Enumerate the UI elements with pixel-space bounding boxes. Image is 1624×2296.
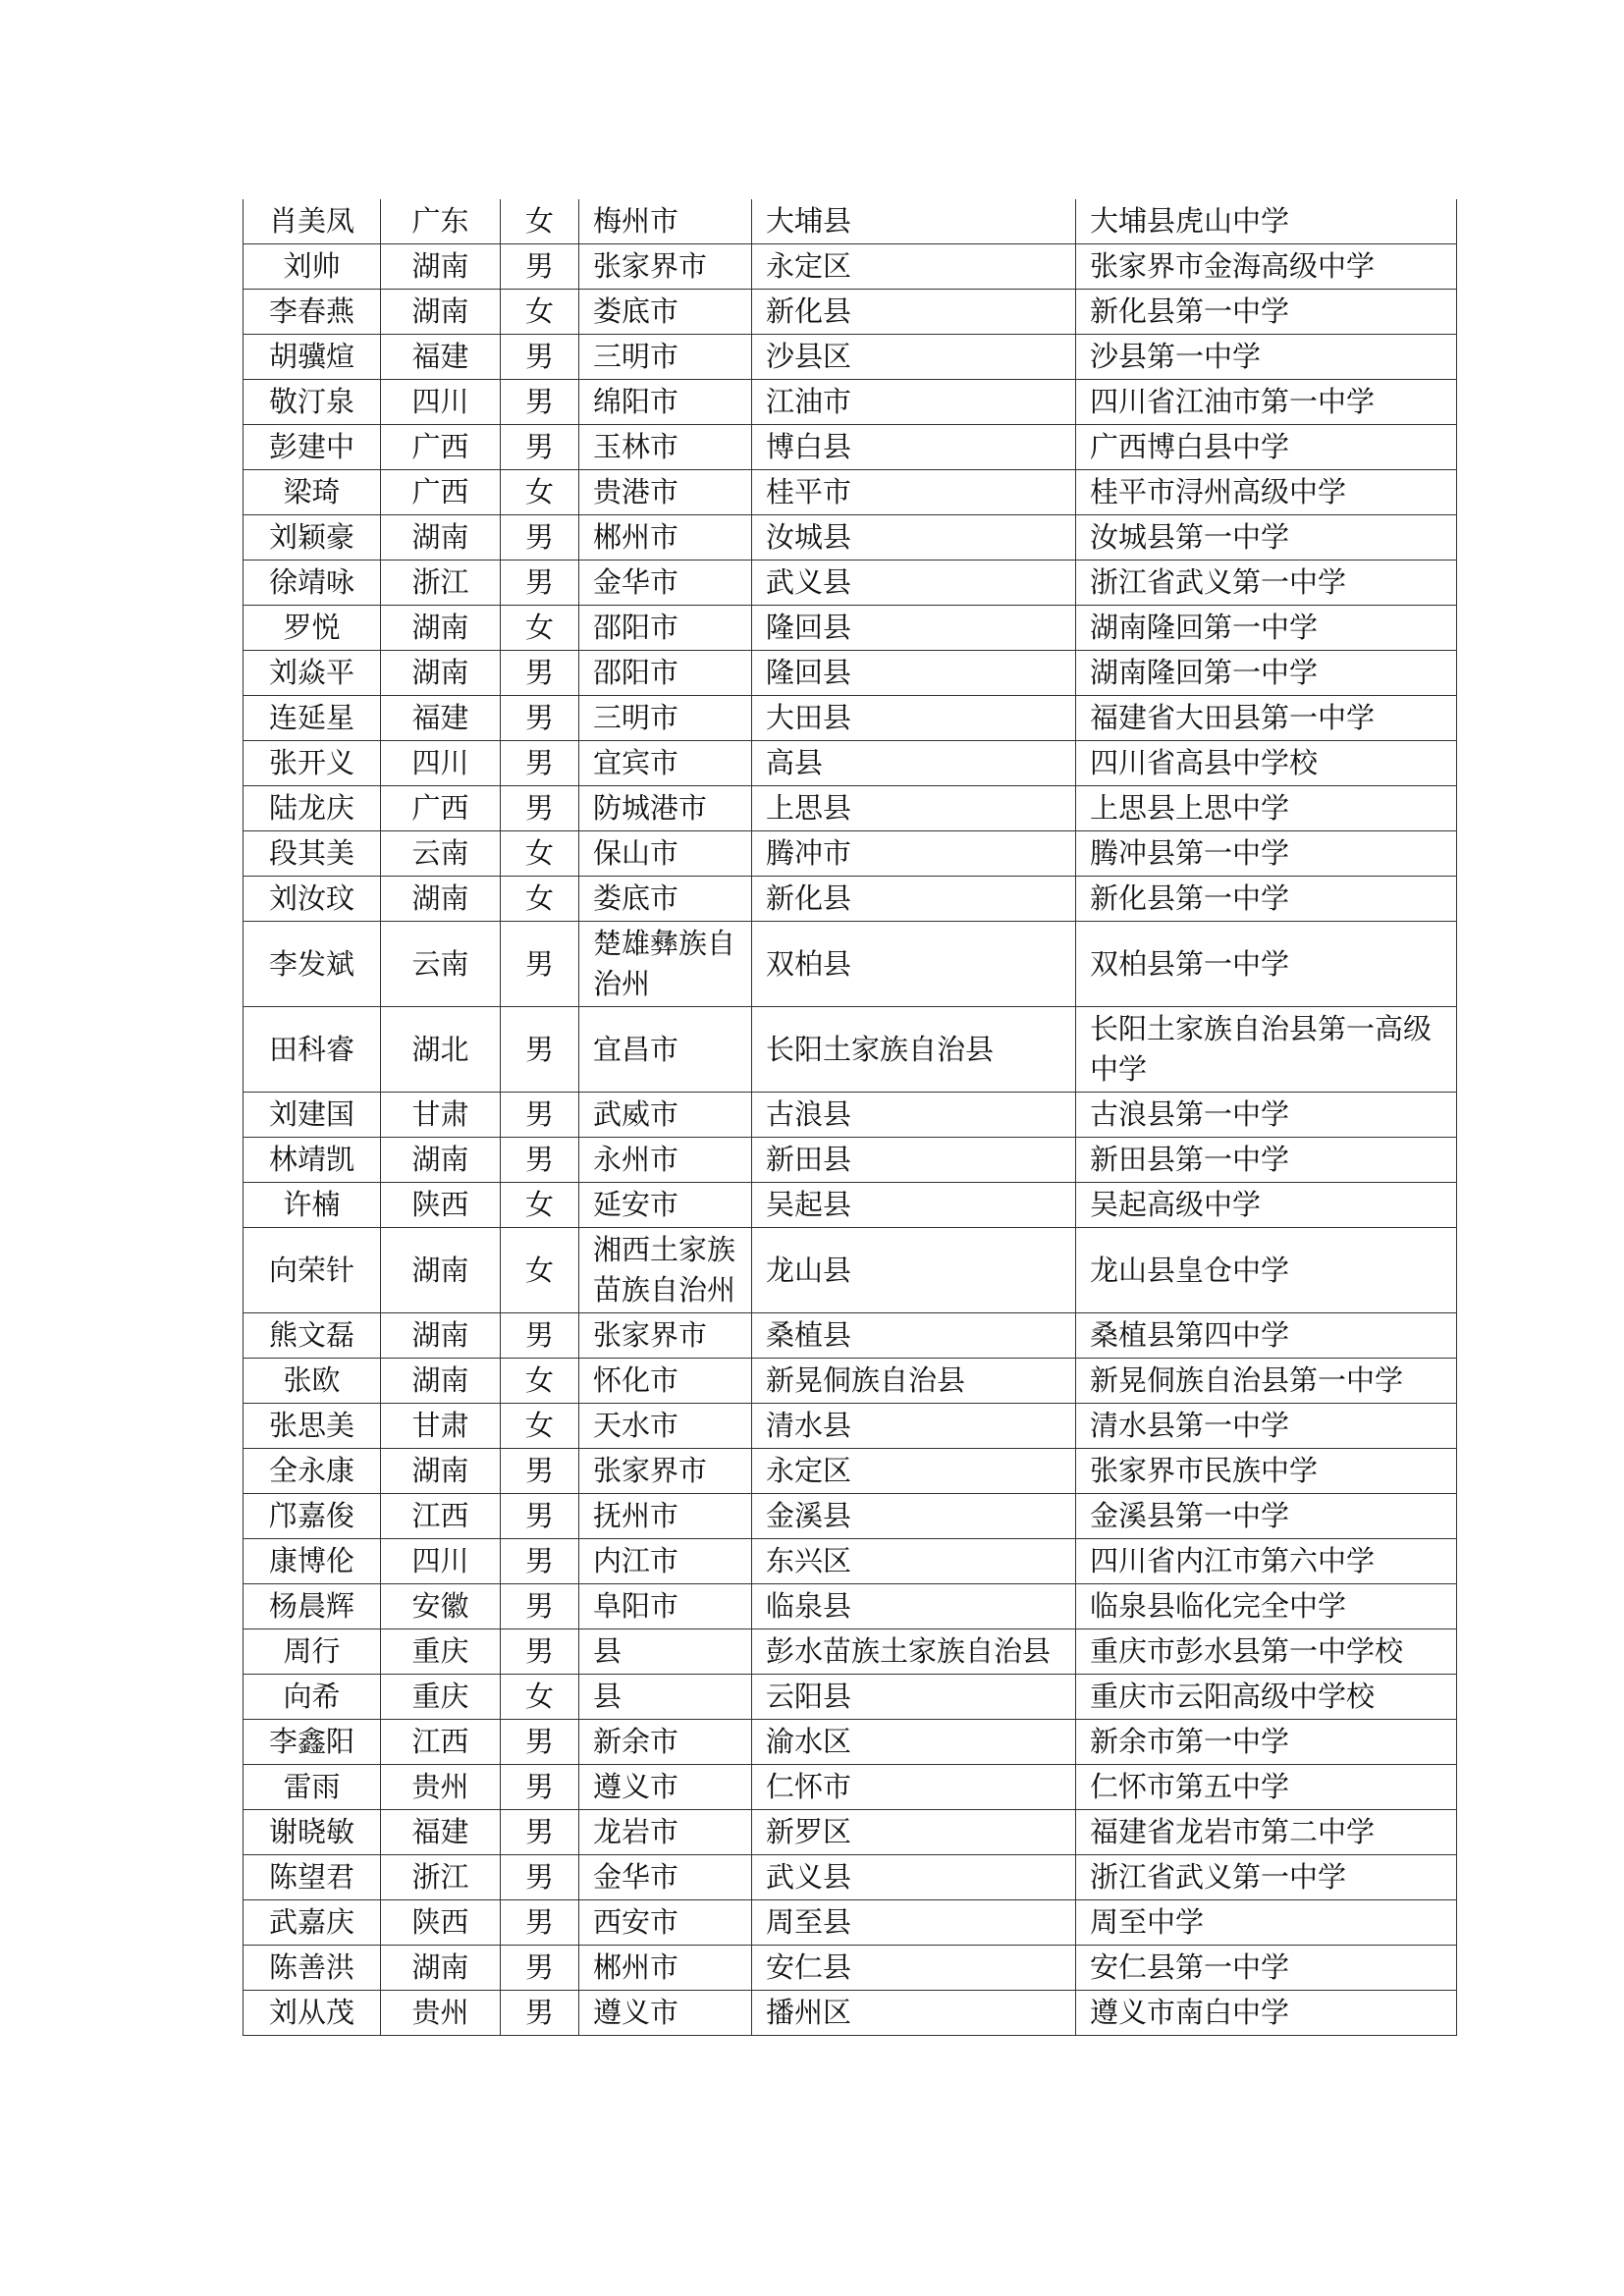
province-cell: 贵州 xyxy=(381,1765,501,1810)
gender-cell: 男 xyxy=(501,1765,579,1810)
table-row xyxy=(244,1765,1457,1810)
school-cell: 遵义市南白中学 xyxy=(1076,1991,1457,2036)
city-cell: 贵港市 xyxy=(579,470,752,515)
school-cell: 张家界市金海高级中学 xyxy=(1076,244,1457,290)
province-cell: 云南 xyxy=(381,922,501,1007)
city-cell: 玉林市 xyxy=(579,425,752,470)
county-cell: 隆回县 xyxy=(752,606,1076,651)
student-name-cell: 梁琦 xyxy=(244,470,381,515)
province-cell: 湖南 xyxy=(381,1359,501,1404)
city-cell: 三明市 xyxy=(579,335,752,380)
gender-cell: 男 xyxy=(501,1855,579,1900)
student-name-cell: 向希 xyxy=(244,1675,381,1720)
city-cell: 郴州市 xyxy=(579,1946,752,1991)
city-cell: 遵义市 xyxy=(579,1765,752,1810)
province-cell: 四川 xyxy=(381,380,501,425)
county-cell: 长阳土家族自治县 xyxy=(752,1007,1076,1093)
gender-cell: 男 xyxy=(501,1946,579,1991)
city-cell: 西安市 xyxy=(579,1900,752,1946)
city-cell: 武威市 xyxy=(579,1093,752,1138)
gender-cell: 男 xyxy=(501,1138,579,1183)
province-cell: 江西 xyxy=(381,1720,501,1765)
county-cell: 临泉县 xyxy=(752,1584,1076,1629)
student-name-cell: 谢晓敏 xyxy=(244,1810,381,1855)
gender-cell: 女 xyxy=(501,470,579,515)
city-cell: 娄底市 xyxy=(579,877,752,922)
county-cell: 云阳县 xyxy=(752,1675,1076,1720)
table-row xyxy=(244,741,1457,786)
county-cell: 隆回县 xyxy=(752,651,1076,696)
county-cell: 永定区 xyxy=(752,244,1076,290)
table-row xyxy=(244,831,1457,877)
gender-cell: 女 xyxy=(501,1228,579,1313)
gender-cell: 男 xyxy=(501,1007,579,1093)
gender-cell: 男 xyxy=(501,696,579,741)
table-row xyxy=(244,199,1457,244)
province-cell: 重庆 xyxy=(381,1675,501,1720)
student-name-cell: 刘帅 xyxy=(244,244,381,290)
city-cell: 抚州市 xyxy=(579,1494,752,1539)
school-cell: 金溪县第一中学 xyxy=(1076,1494,1457,1539)
school-cell: 新田县第一中学 xyxy=(1076,1138,1457,1183)
student-name-cell: 连延星 xyxy=(244,696,381,741)
county-cell: 渝水区 xyxy=(752,1720,1076,1765)
school-cell: 张家界市民族中学 xyxy=(1076,1449,1457,1494)
county-cell: 腾冲市 xyxy=(752,831,1076,877)
school-cell: 湖南隆回第一中学 xyxy=(1076,606,1457,651)
gender-cell: 女 xyxy=(501,1359,579,1404)
school-cell: 汝城县第一中学 xyxy=(1076,515,1457,561)
table-row xyxy=(244,1675,1457,1720)
table-row xyxy=(244,1946,1457,1991)
gender-cell: 男 xyxy=(501,922,579,1007)
school-cell: 四川省内江市第六中学 xyxy=(1076,1539,1457,1584)
city-cell: 娄底市 xyxy=(579,290,752,335)
school-cell: 新晃侗族自治县第一中学 xyxy=(1076,1359,1457,1404)
student-name-cell: 杨晨辉 xyxy=(244,1584,381,1629)
table-row xyxy=(244,425,1457,470)
province-cell: 安徽 xyxy=(381,1584,501,1629)
city-cell: 天水市 xyxy=(579,1404,752,1449)
table-row xyxy=(244,1900,1457,1946)
student-name-cell: 雷雨 xyxy=(244,1765,381,1810)
table-row xyxy=(244,561,1457,606)
province-cell: 广西 xyxy=(381,425,501,470)
student-name-cell: 田科睿 xyxy=(244,1007,381,1093)
county-cell: 上思县 xyxy=(752,786,1076,831)
city-cell: 邵阳市 xyxy=(579,606,752,651)
gender-cell: 女 xyxy=(501,877,579,922)
gender-cell: 男 xyxy=(501,1494,579,1539)
school-cell: 双柏县第一中学 xyxy=(1076,922,1457,1007)
county-cell: 新罗区 xyxy=(752,1810,1076,1855)
province-cell: 湖南 xyxy=(381,1946,501,1991)
school-cell: 湖南隆回第一中学 xyxy=(1076,651,1457,696)
student-name-cell: 邝嘉俊 xyxy=(244,1494,381,1539)
county-cell: 博白县 xyxy=(752,425,1076,470)
county-cell: 大田县 xyxy=(752,696,1076,741)
student-name-cell: 胡骥煊 xyxy=(244,335,381,380)
table-row xyxy=(244,1810,1457,1855)
student-name-cell: 段其美 xyxy=(244,831,381,877)
table-row xyxy=(244,1584,1457,1629)
gender-cell: 男 xyxy=(501,1093,579,1138)
city-cell: 梅州市 xyxy=(579,199,752,244)
table-row xyxy=(244,1093,1457,1138)
county-cell: 金溪县 xyxy=(752,1494,1076,1539)
county-cell: 新晃侗族自治县 xyxy=(752,1359,1076,1404)
county-cell: 桂平市 xyxy=(752,470,1076,515)
province-cell: 湖南 xyxy=(381,290,501,335)
student-name-cell: 陈善洪 xyxy=(244,1946,381,1991)
county-cell: 新化县 xyxy=(752,877,1076,922)
province-cell: 湖南 xyxy=(381,606,501,651)
city-cell: 张家界市 xyxy=(579,1449,752,1494)
table-row xyxy=(244,1404,1457,1449)
student-name-cell: 熊文磊 xyxy=(244,1313,381,1359)
province-cell: 广西 xyxy=(381,786,501,831)
school-cell: 广西博白县中学 xyxy=(1076,425,1457,470)
table-row xyxy=(244,696,1457,741)
student-name-cell: 许楠 xyxy=(244,1183,381,1228)
student-table-body xyxy=(244,199,1457,2036)
student-name-cell: 张开义 xyxy=(244,741,381,786)
gender-cell: 男 xyxy=(501,380,579,425)
student-name-cell: 陈望君 xyxy=(244,1855,381,1900)
gender-cell: 男 xyxy=(501,1900,579,1946)
gender-cell: 女 xyxy=(501,606,579,651)
city-cell: 张家界市 xyxy=(579,244,752,290)
table-row xyxy=(244,515,1457,561)
city-cell: 怀化市 xyxy=(579,1359,752,1404)
table-row xyxy=(244,1855,1457,1900)
province-cell: 湖南 xyxy=(381,244,501,290)
student-name-cell: 罗悦 xyxy=(244,606,381,651)
table-row xyxy=(244,244,1457,290)
student-name-cell: 陆龙庆 xyxy=(244,786,381,831)
city-cell: 金华市 xyxy=(579,561,752,606)
school-cell: 周至中学 xyxy=(1076,1900,1457,1946)
province-cell: 陕西 xyxy=(381,1183,501,1228)
school-cell: 桂平市浔州高级中学 xyxy=(1076,470,1457,515)
table-row xyxy=(244,335,1457,380)
province-cell: 重庆 xyxy=(381,1629,501,1675)
city-cell: 郴州市 xyxy=(579,515,752,561)
city-cell: 宜宾市 xyxy=(579,741,752,786)
province-cell: 四川 xyxy=(381,1539,501,1584)
school-cell: 重庆市彭水县第一中学校 xyxy=(1076,1629,1457,1675)
gender-cell: 男 xyxy=(501,1810,579,1855)
table-row xyxy=(244,1449,1457,1494)
gender-cell: 男 xyxy=(501,561,579,606)
province-cell: 云南 xyxy=(381,831,501,877)
student-name-cell: 林靖凯 xyxy=(244,1138,381,1183)
province-cell: 广东 xyxy=(381,199,501,244)
city-cell: 阜阳市 xyxy=(579,1584,752,1629)
student-name-cell: 刘焱平 xyxy=(244,651,381,696)
city-cell: 湘西土家族苗族自治州 xyxy=(579,1228,752,1313)
table-row xyxy=(244,1629,1457,1675)
city-cell: 县 xyxy=(579,1629,752,1675)
school-cell: 上思县上思中学 xyxy=(1076,786,1457,831)
school-cell: 四川省高县中学校 xyxy=(1076,741,1457,786)
table-row xyxy=(244,1720,1457,1765)
gender-cell: 女 xyxy=(501,199,579,244)
student-name-cell: 向荣针 xyxy=(244,1228,381,1313)
table-row xyxy=(244,1313,1457,1359)
city-cell: 邵阳市 xyxy=(579,651,752,696)
gender-cell: 男 xyxy=(501,1991,579,2036)
student-name-cell: 全永康 xyxy=(244,1449,381,1494)
gender-cell: 女 xyxy=(501,1404,579,1449)
student-name-cell: 李春燕 xyxy=(244,290,381,335)
student-name-cell: 徐靖咏 xyxy=(244,561,381,606)
province-cell: 甘肃 xyxy=(381,1093,501,1138)
table-row xyxy=(244,877,1457,922)
county-cell: 江油市 xyxy=(752,380,1076,425)
school-cell: 新化县第一中学 xyxy=(1076,877,1457,922)
province-cell: 湖南 xyxy=(381,1138,501,1183)
province-cell: 福建 xyxy=(381,1810,501,1855)
table-row xyxy=(244,606,1457,651)
table-row xyxy=(244,290,1457,335)
school-cell: 四川省江油市第一中学 xyxy=(1076,380,1457,425)
school-cell: 清水县第一中学 xyxy=(1076,1404,1457,1449)
province-cell: 湖南 xyxy=(381,1228,501,1313)
table-row xyxy=(244,1991,1457,2036)
school-cell: 福建省大田县第一中学 xyxy=(1076,696,1457,741)
county-cell: 大埔县 xyxy=(752,199,1076,244)
county-cell: 汝城县 xyxy=(752,515,1076,561)
province-cell: 浙江 xyxy=(381,1855,501,1900)
city-cell: 三明市 xyxy=(579,696,752,741)
city-cell: 永州市 xyxy=(579,1138,752,1183)
province-cell: 湖南 xyxy=(381,1449,501,1494)
table-row xyxy=(244,651,1457,696)
county-cell: 清水县 xyxy=(752,1404,1076,1449)
province-cell: 江西 xyxy=(381,1494,501,1539)
student-name-cell: 李鑫阳 xyxy=(244,1720,381,1765)
school-cell: 仁怀市第五中学 xyxy=(1076,1765,1457,1810)
student-name-cell: 武嘉庆 xyxy=(244,1900,381,1946)
county-cell: 双柏县 xyxy=(752,922,1076,1007)
student-name-cell: 刘建国 xyxy=(244,1093,381,1138)
province-cell: 陕西 xyxy=(381,1900,501,1946)
gender-cell: 男 xyxy=(501,1584,579,1629)
gender-cell: 男 xyxy=(501,1313,579,1359)
province-cell: 湖南 xyxy=(381,515,501,561)
gender-cell: 男 xyxy=(501,1539,579,1584)
province-cell: 湖南 xyxy=(381,1313,501,1359)
county-cell: 播州区 xyxy=(752,1991,1076,2036)
gender-cell: 男 xyxy=(501,515,579,561)
county-cell: 武义县 xyxy=(752,1855,1076,1900)
city-cell: 新余市 xyxy=(579,1720,752,1765)
province-cell: 湖北 xyxy=(381,1007,501,1093)
city-cell: 内江市 xyxy=(579,1539,752,1584)
student-name-cell: 刘从茂 xyxy=(244,1991,381,2036)
student-name-cell: 肖美凤 xyxy=(244,199,381,244)
gender-cell: 男 xyxy=(501,1720,579,1765)
school-cell: 龙山县皇仓中学 xyxy=(1076,1228,1457,1313)
county-cell: 新田县 xyxy=(752,1138,1076,1183)
gender-cell: 男 xyxy=(501,651,579,696)
student-name-cell: 张欧 xyxy=(244,1359,381,1404)
school-cell: 新余市第一中学 xyxy=(1076,1720,1457,1765)
student-name-cell: 彭建中 xyxy=(244,425,381,470)
school-cell: 腾冲县第一中学 xyxy=(1076,831,1457,877)
gender-cell: 女 xyxy=(501,1675,579,1720)
student-name-cell: 敬汀泉 xyxy=(244,380,381,425)
gender-cell: 女 xyxy=(501,831,579,877)
county-cell: 周至县 xyxy=(752,1900,1076,1946)
gender-cell: 女 xyxy=(501,1183,579,1228)
city-cell: 龙岩市 xyxy=(579,1810,752,1855)
county-cell: 安仁县 xyxy=(752,1946,1076,1991)
table-row xyxy=(244,1228,1457,1313)
county-cell: 高县 xyxy=(752,741,1076,786)
city-cell: 遵义市 xyxy=(579,1991,752,2036)
student-name-cell: 康博伦 xyxy=(244,1539,381,1584)
school-cell: 长阳土家族自治县第一高级中学 xyxy=(1076,1007,1457,1093)
province-cell: 广西 xyxy=(381,470,501,515)
school-cell: 浙江省武义第一中学 xyxy=(1076,561,1457,606)
county-cell: 沙县区 xyxy=(752,335,1076,380)
school-cell: 福建省龙岩市第二中学 xyxy=(1076,1810,1457,1855)
county-cell: 新化县 xyxy=(752,290,1076,335)
school-cell: 安仁县第一中学 xyxy=(1076,1946,1457,1991)
student-name-cell: 周行 xyxy=(244,1629,381,1675)
table-row xyxy=(244,1183,1457,1228)
gender-cell: 男 xyxy=(501,741,579,786)
student-name-cell: 刘汝玟 xyxy=(244,877,381,922)
table-row xyxy=(244,1494,1457,1539)
student-name-cell: 刘颖豪 xyxy=(244,515,381,561)
city-cell: 保山市 xyxy=(579,831,752,877)
county-cell: 武义县 xyxy=(752,561,1076,606)
gender-cell: 男 xyxy=(501,335,579,380)
table-row xyxy=(244,470,1457,515)
province-cell: 福建 xyxy=(381,335,501,380)
school-cell: 桑植县第四中学 xyxy=(1076,1313,1457,1359)
gender-cell: 男 xyxy=(501,1629,579,1675)
city-cell: 县 xyxy=(579,1675,752,1720)
school-cell: 临泉县临化完全中学 xyxy=(1076,1584,1457,1629)
province-cell: 浙江 xyxy=(381,561,501,606)
school-cell: 重庆市云阳高级中学校 xyxy=(1076,1675,1457,1720)
school-cell: 吴起高级中学 xyxy=(1076,1183,1457,1228)
student-table xyxy=(243,199,1457,2036)
table-row xyxy=(244,1359,1457,1404)
table-row xyxy=(244,1007,1457,1093)
city-cell: 楚雄彝族自治州 xyxy=(579,922,752,1007)
city-cell: 张家界市 xyxy=(579,1313,752,1359)
city-cell: 绵阳市 xyxy=(579,380,752,425)
city-cell: 金华市 xyxy=(579,1855,752,1900)
school-cell: 沙县第一中学 xyxy=(1076,335,1457,380)
school-cell: 浙江省武义第一中学 xyxy=(1076,1855,1457,1900)
table-row xyxy=(244,922,1457,1007)
table-row xyxy=(244,786,1457,831)
student-name-cell: 李发斌 xyxy=(244,922,381,1007)
county-cell: 古浪县 xyxy=(752,1093,1076,1138)
school-cell: 古浪县第一中学 xyxy=(1076,1093,1457,1138)
county-cell: 吴起县 xyxy=(752,1183,1076,1228)
province-cell: 甘肃 xyxy=(381,1404,501,1449)
gender-cell: 男 xyxy=(501,425,579,470)
city-cell: 宜昌市 xyxy=(579,1007,752,1093)
province-cell: 湖南 xyxy=(381,651,501,696)
county-cell: 永定区 xyxy=(752,1449,1076,1494)
table-row xyxy=(244,380,1457,425)
gender-cell: 男 xyxy=(501,1449,579,1494)
student-name-cell: 张思美 xyxy=(244,1404,381,1449)
province-cell: 福建 xyxy=(381,696,501,741)
table-row xyxy=(244,1539,1457,1584)
city-cell: 防城港市 xyxy=(579,786,752,831)
county-cell: 龙山县 xyxy=(752,1228,1076,1313)
gender-cell: 男 xyxy=(501,244,579,290)
county-cell: 彭水苗族土家族自治县 xyxy=(752,1629,1076,1675)
county-cell: 东兴区 xyxy=(752,1539,1076,1584)
gender-cell: 女 xyxy=(501,290,579,335)
table-row xyxy=(244,1138,1457,1183)
county-cell: 仁怀市 xyxy=(752,1765,1076,1810)
school-cell: 大埔县虎山中学 xyxy=(1076,199,1457,244)
province-cell: 湖南 xyxy=(381,877,501,922)
province-cell: 贵州 xyxy=(381,1991,501,2036)
gender-cell: 男 xyxy=(501,786,579,831)
province-cell: 四川 xyxy=(381,741,501,786)
school-cell: 新化县第一中学 xyxy=(1076,290,1457,335)
county-cell: 桑植县 xyxy=(752,1313,1076,1359)
city-cell: 延安市 xyxy=(579,1183,752,1228)
